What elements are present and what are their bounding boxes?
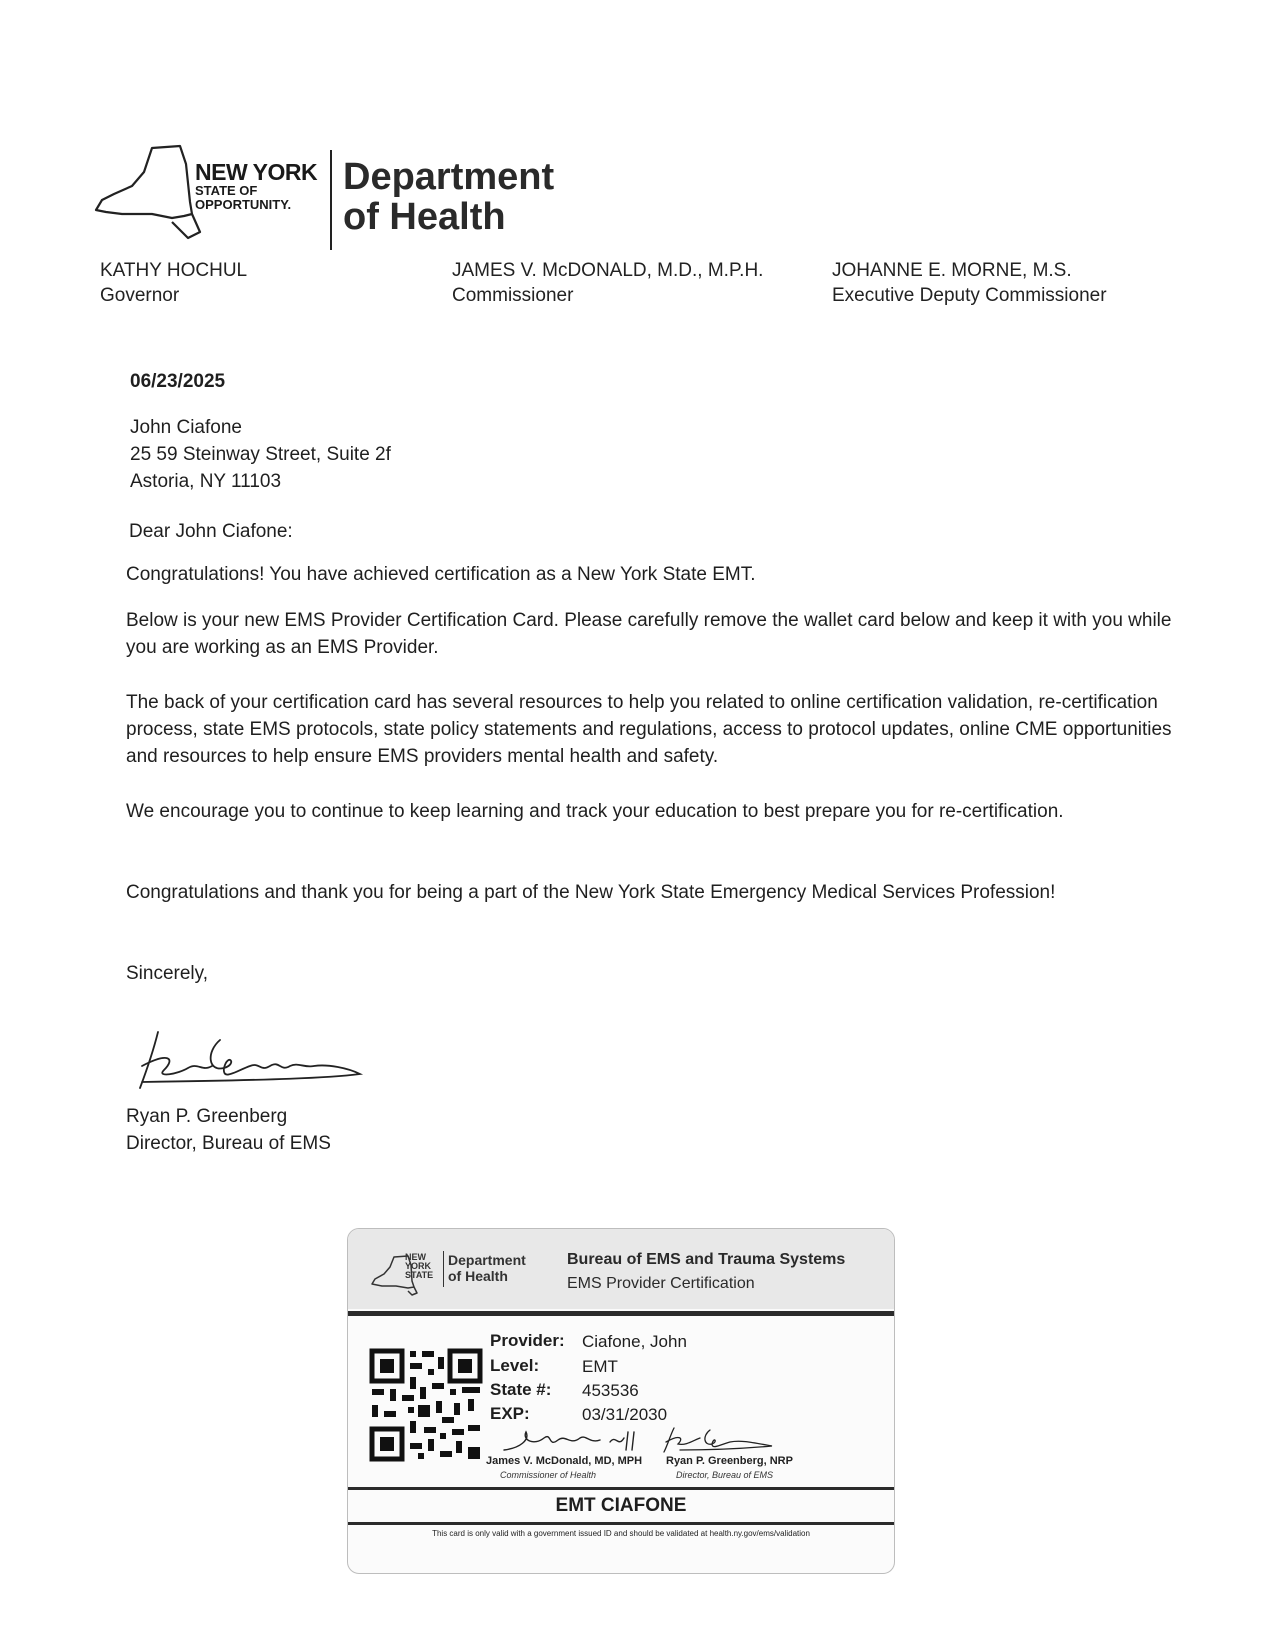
- card-rule-mid: [348, 1487, 894, 1490]
- paragraph-4: We encourage you to continue to keep learning and track your education to best prepare you for re-certification.: [126, 801, 1064, 822]
- department-title: [343, 157, 554, 237]
- card-ny-line-3: STATE: [405, 1270, 434, 1280]
- card-state-label: State #:: [490, 1380, 552, 1399]
- card-sig2-title: Director, Bureau of EMS: [676, 1470, 774, 1480]
- card-ny-line-2: YORK: [405, 1261, 432, 1271]
- paragraph-1: Congratulations! You have achieved certification as a New York State EMT.: [126, 564, 756, 585]
- card-sig1-title: Commissioner of Health: [500, 1470, 597, 1480]
- official-name: KATHY HOCHUL: [100, 260, 248, 281]
- salutation: Dear John Ciafone:: [129, 521, 293, 542]
- card-holder: EMT CIAFONE: [555, 1495, 687, 1516]
- brand-line-3: OPPORTUNITY.: [195, 197, 292, 212]
- official-name: JOHANNE E. MORNE, M.S.: [832, 260, 1072, 281]
- official-title: Executive Deputy Commissioner: [832, 285, 1107, 306]
- official-name: JAMES V. McDONALD, M.D., M.P.H.: [452, 260, 764, 281]
- commissioner-signature: [500, 1426, 650, 1454]
- recipient-name: John Ciafone: [130, 417, 242, 438]
- dept-line-1: Department: [343, 156, 555, 198]
- brand-line-2: STATE OF: [195, 183, 258, 198]
- closing: Sincerely,: [126, 963, 209, 984]
- card-state-value: 453536: [582, 1381, 639, 1400]
- card-dept-line-1: Department: [448, 1252, 526, 1268]
- card-rule-top: [348, 1311, 894, 1316]
- card-level-value: EMT: [582, 1357, 618, 1376]
- signer-block: [126, 1103, 331, 1157]
- card-ny-wordmark: [405, 1253, 439, 1280]
- card-provider-label: Provider:: [490, 1331, 565, 1350]
- card-provider-value: Ciafone, John: [582, 1332, 687, 1351]
- signer-title: Director, Bureau of EMS: [126, 1133, 331, 1154]
- paragraph-3: The back of your certification card has several resources to help you related to online certification validation, re-certification process, state EMS protocols, state policy statements and regulations, access to protocol updates, online CME opportunities and resources to help ensure EMS providers mental health and safety.: [126, 692, 1172, 767]
- ems-certification-card: [347, 1228, 895, 1574]
- card-level-label: Level:: [490, 1356, 540, 1375]
- card-dept-wordmark: [448, 1252, 526, 1284]
- address-line-2: Astoria, NY 11103: [130, 471, 282, 492]
- card-exp-label: EXP:: [490, 1404, 530, 1423]
- dept-line-2: of Health: [343, 196, 506, 238]
- brand-divider: [330, 150, 332, 250]
- official-governor: [100, 258, 247, 308]
- card-logo-divider: [443, 1251, 444, 1287]
- recipient-block: [130, 414, 391, 495]
- paragraph-2: Below is your new EMS Provider Certification Card. Please carefully remove the wallet card below and keep it with you while you are working as an EMS Provider.: [126, 610, 1172, 658]
- letter-date: 06/23/2025: [130, 371, 226, 392]
- card-footer-note: This card is only valid with a government issued ID and should be validated at health.ny.gov/ems/validation: [432, 1529, 810, 1538]
- card-subtitle: EMS Provider Certification: [567, 1275, 755, 1292]
- card-dept-line-2: of Health: [448, 1268, 508, 1284]
- brand-line-1: NEW YORK: [195, 159, 318, 185]
- card-rule-bottom: [348, 1522, 894, 1525]
- official-commissioner: [452, 258, 763, 308]
- ny-state-outline-logo: [92, 142, 202, 242]
- official-deputy: [832, 258, 1107, 308]
- paragraph-5: Congratulations and thank you for being a part of the New York State Emergency Medical Services Profession!: [126, 882, 1056, 903]
- address-line-1: 25 59 Steinway Street, Suite 2f: [130, 444, 391, 465]
- ny-brand-wordmark: [195, 160, 335, 212]
- director-card-signature: [660, 1424, 780, 1454]
- director-signature: [128, 1022, 368, 1092]
- official-title: Governor: [100, 285, 180, 306]
- official-title: Commissioner: [452, 285, 574, 306]
- card-sig1-name: James V. McDonald, MD, MPH: [486, 1455, 643, 1467]
- qr-code: [368, 1347, 484, 1463]
- card-bureau: Bureau of EMS and Trauma Systems: [567, 1251, 846, 1268]
- signer-name: Ryan P. Greenberg: [126, 1106, 288, 1127]
- card-sig2-name: Ryan P. Greenberg, NRP: [666, 1455, 793, 1467]
- card-exp-value: 03/31/2030: [582, 1405, 668, 1424]
- card-ny-line-1: NEW: [405, 1252, 426, 1262]
